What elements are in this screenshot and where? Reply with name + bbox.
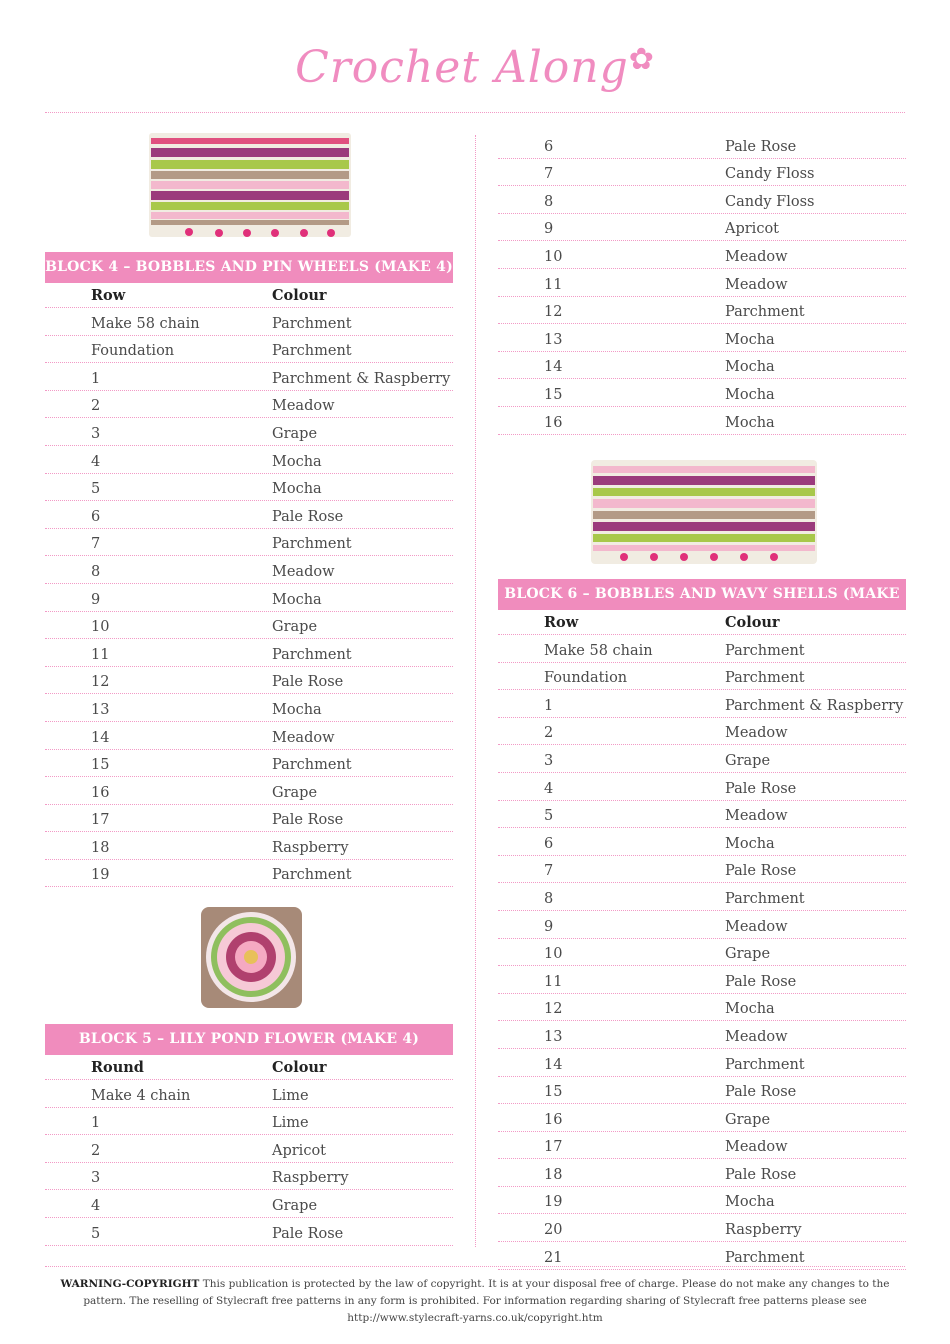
table-row bbox=[498, 352, 906, 380]
colour-cell: Mocha bbox=[272, 701, 322, 718]
colour-cell: Apricot bbox=[272, 1142, 326, 1159]
copyright-text: This publication is protected by the law of copyright. It is at your disposal free of charge. Please do not make any changes to the pattern. The reselling of Stylecraft free patterns in any form is prohibited. For information regarding sharing of Stylecraft free patterns please see http://www.stylecraft-yarns.co.uk/copyright.htm bbox=[83, 1278, 890, 1324]
block5-photo bbox=[199, 905, 304, 1010]
column-divider bbox=[475, 135, 476, 1247]
table-row bbox=[45, 336, 453, 364]
block6-table bbox=[498, 579, 906, 1270]
copyright-footer bbox=[40, 1276, 910, 1327]
row-cell: 9 bbox=[91, 591, 101, 608]
block6-photo bbox=[588, 456, 820, 568]
row-cell: 3 bbox=[544, 752, 554, 769]
row-cell: 16 bbox=[544, 414, 563, 431]
colour-cell: Parchment bbox=[725, 642, 805, 659]
colour-cell: Mocha bbox=[725, 1194, 775, 1211]
row-cell: 11 bbox=[544, 276, 563, 293]
table-row bbox=[45, 446, 453, 474]
copyright-label: WARNING-COPYRIGHT bbox=[60, 1278, 200, 1290]
table-row bbox=[498, 1021, 906, 1049]
row-cell: 15 bbox=[544, 386, 563, 403]
table-row bbox=[45, 529, 453, 557]
colour-cell: Meadow bbox=[725, 918, 788, 935]
row-cell: 7 bbox=[544, 863, 554, 880]
colour-cell: Candy Floss bbox=[725, 166, 815, 183]
colour-cell: Parchment bbox=[272, 757, 352, 774]
table-row bbox=[498, 214, 906, 242]
table-row bbox=[45, 1163, 453, 1191]
table-row bbox=[45, 805, 453, 833]
row-cell: 10 bbox=[544, 946, 563, 963]
table-row bbox=[498, 801, 906, 829]
table-row bbox=[45, 777, 453, 805]
colour-cell: Parchment bbox=[725, 670, 805, 687]
bottom-divider bbox=[45, 1266, 905, 1267]
table-row bbox=[498, 297, 906, 325]
block5-table bbox=[45, 1024, 453, 1246]
row-cell: 16 bbox=[544, 1111, 563, 1128]
row-cell: 14 bbox=[544, 359, 563, 376]
colour-cell: Parchment bbox=[725, 1056, 805, 1073]
colour-cell: Meadow bbox=[725, 276, 788, 293]
row-cell: 8 bbox=[544, 193, 554, 210]
table-row bbox=[498, 407, 906, 435]
table-row bbox=[45, 722, 453, 750]
table-row bbox=[498, 966, 906, 994]
colour-cell: Mocha bbox=[272, 453, 322, 470]
row-cell: 5 bbox=[91, 1225, 101, 1242]
row-cell: 7 bbox=[544, 166, 554, 183]
row-cell: 21 bbox=[544, 1249, 563, 1266]
row-cell: 11 bbox=[91, 646, 110, 663]
colour-cell: Mocha bbox=[725, 414, 775, 431]
table-row bbox=[498, 1049, 906, 1077]
colour-cell: Lime bbox=[272, 1115, 309, 1132]
row-cell: 12 bbox=[91, 674, 110, 691]
colour-cell: Grape bbox=[272, 784, 318, 801]
row-cell: 14 bbox=[91, 729, 110, 746]
table-row bbox=[498, 745, 906, 773]
row-cell: Foundation bbox=[544, 670, 628, 687]
table-row bbox=[498, 1132, 906, 1160]
colour-cell: Parchment bbox=[725, 304, 805, 321]
table-row bbox=[45, 501, 453, 529]
colour-cell: Pale Rose bbox=[725, 863, 797, 880]
colour-cell: Grape bbox=[272, 425, 318, 442]
row-cell: 4 bbox=[91, 1197, 101, 1214]
colour-cell: Meadow bbox=[725, 248, 788, 265]
colour-cell: Parchment bbox=[272, 536, 352, 553]
colour-cell: Pale Rose bbox=[272, 674, 344, 691]
table-row bbox=[45, 584, 453, 612]
block4-photo bbox=[147, 130, 353, 240]
row-cell: 14 bbox=[544, 1056, 563, 1073]
table-row bbox=[498, 911, 906, 939]
row-cell: 18 bbox=[91, 839, 110, 856]
row-cell: 2 bbox=[544, 725, 554, 742]
colour-cell: Pale Rose bbox=[272, 1225, 344, 1242]
row-cell: 20 bbox=[544, 1222, 563, 1239]
colour-cell: Pale Rose bbox=[725, 138, 797, 155]
row-cell: 7 bbox=[91, 536, 101, 553]
table-row bbox=[498, 269, 906, 297]
row-cell: 6 bbox=[544, 835, 554, 852]
table-row bbox=[498, 159, 906, 187]
table-row bbox=[498, 1187, 906, 1215]
colour-cell: Meadow bbox=[272, 729, 335, 746]
table-row bbox=[498, 131, 906, 159]
row-cell: 15 bbox=[544, 1084, 563, 1101]
row-cell: 1 bbox=[91, 1115, 101, 1132]
row-cell: 17 bbox=[544, 1139, 563, 1156]
row-cell: Foundation bbox=[91, 343, 175, 360]
row-cell: 2 bbox=[91, 1142, 101, 1159]
table-row bbox=[498, 718, 906, 746]
table-row bbox=[45, 1190, 453, 1218]
row-cell: 8 bbox=[544, 890, 554, 907]
colour-cell: Mocha bbox=[725, 331, 775, 348]
row-cell: 3 bbox=[91, 425, 101, 442]
colour-cell: Meadow bbox=[725, 725, 788, 742]
row-cell: Make 4 chain bbox=[91, 1087, 191, 1104]
table-row bbox=[498, 883, 906, 911]
table-row bbox=[45, 667, 453, 695]
row-cell: 13 bbox=[544, 1028, 563, 1045]
colour-cell: Parchment bbox=[272, 315, 352, 332]
row-cell: 11 bbox=[544, 973, 563, 990]
table-row bbox=[45, 308, 453, 336]
row-cell: 1 bbox=[91, 370, 101, 387]
top-divider bbox=[45, 112, 905, 113]
row-cell: 9 bbox=[544, 918, 554, 935]
table-row bbox=[45, 1108, 453, 1136]
table-row bbox=[45, 750, 453, 778]
row-cell: Make 58 chain bbox=[544, 642, 653, 659]
page-title bbox=[0, 42, 950, 93]
colour-cell: Meadow bbox=[272, 398, 335, 415]
colour-cell: Parchment bbox=[272, 867, 352, 884]
table-row bbox=[45, 860, 453, 888]
colour-cell: Pale Rose bbox=[725, 1084, 797, 1101]
colour-cell: Parchment bbox=[272, 646, 352, 663]
colour-cell: Mocha bbox=[272, 481, 322, 498]
row-cell: 8 bbox=[91, 563, 101, 580]
colour-cell: Grape bbox=[272, 619, 318, 636]
colour-cell: Pale Rose bbox=[272, 508, 344, 525]
table-row bbox=[498, 1104, 906, 1132]
colour-cell: Grape bbox=[725, 1111, 771, 1128]
colour-cell: Raspberry bbox=[272, 1170, 349, 1187]
colour-cell: Parchment bbox=[725, 890, 805, 907]
colour-cell: Pale Rose bbox=[725, 973, 797, 990]
colour-cell: Raspberry bbox=[272, 839, 349, 856]
colour-cell: Meadow bbox=[725, 808, 788, 825]
colour-cell: Lime bbox=[272, 1087, 309, 1104]
row-cell: 16 bbox=[91, 784, 110, 801]
table-row bbox=[498, 1159, 906, 1187]
table-row bbox=[45, 832, 453, 860]
table-row bbox=[498, 241, 906, 269]
table-row bbox=[45, 612, 453, 640]
row-cell: 5 bbox=[544, 808, 554, 825]
row-cell: 10 bbox=[544, 248, 563, 265]
colour-cell: Parchment & Raspberry bbox=[725, 697, 904, 714]
table-row bbox=[498, 186, 906, 214]
row-cell: 4 bbox=[91, 453, 101, 470]
row-cell: 2 bbox=[91, 398, 101, 415]
row-cell: 5 bbox=[91, 481, 101, 498]
row-cell: 12 bbox=[544, 304, 563, 321]
colour-cell: Grape bbox=[725, 946, 771, 963]
colour-cell: Mocha bbox=[725, 386, 775, 403]
table-row bbox=[45, 474, 453, 502]
table-row bbox=[498, 379, 906, 407]
colour-cell: Mocha bbox=[272, 591, 322, 608]
table-row bbox=[498, 690, 906, 718]
table-row bbox=[498, 939, 906, 967]
table-row bbox=[45, 391, 453, 419]
table-row bbox=[45, 1080, 453, 1108]
colour-cell: Parchment & Raspberry bbox=[272, 370, 451, 387]
table-row bbox=[45, 363, 453, 391]
table-row bbox=[45, 556, 453, 584]
colour-cell: Candy Floss bbox=[725, 193, 815, 210]
table-row bbox=[45, 418, 453, 446]
table-row bbox=[498, 773, 906, 801]
table-header-row: Round Colour bbox=[45, 1055, 453, 1080]
colour-cell: Grape bbox=[272, 1197, 318, 1214]
table-row bbox=[45, 694, 453, 722]
row-cell: 19 bbox=[91, 867, 110, 884]
row-cell: 6 bbox=[544, 138, 554, 155]
row-cell: 9 bbox=[544, 221, 554, 238]
continuation-table bbox=[498, 131, 906, 435]
table-header-row: Row Colour bbox=[498, 610, 906, 635]
flower-icon: ✿ bbox=[628, 42, 655, 77]
row-cell: 1 bbox=[544, 697, 554, 714]
row-cell: 19 bbox=[544, 1194, 563, 1211]
table-header-row: Row Colour bbox=[45, 283, 453, 308]
table-row bbox=[498, 1077, 906, 1105]
colour-cell: Pale Rose bbox=[725, 1166, 797, 1183]
row-cell: 12 bbox=[544, 1001, 563, 1018]
row-cell: 10 bbox=[91, 619, 110, 636]
table-row bbox=[498, 994, 906, 1022]
row-cell: 17 bbox=[91, 812, 110, 829]
table-row bbox=[498, 856, 906, 884]
table-row bbox=[45, 1218, 453, 1246]
colour-cell: Pale Rose bbox=[725, 780, 797, 797]
row-cell: Make 58 chain bbox=[91, 315, 200, 332]
table-row bbox=[498, 324, 906, 352]
block6-header: BLOCK 6 – BOBBLES AND WAVY SHELLS (MAKE 4) bbox=[498, 579, 906, 610]
row-cell: 4 bbox=[544, 780, 554, 797]
colour-cell: Mocha bbox=[725, 1001, 775, 1018]
table-row bbox=[498, 828, 906, 856]
colour-cell: Mocha bbox=[725, 359, 775, 376]
block4-table bbox=[45, 252, 453, 887]
table-row bbox=[498, 663, 906, 691]
colour-cell: Grape bbox=[725, 752, 771, 769]
colour-cell: Parchment bbox=[272, 343, 352, 360]
colour-cell: Pale Rose bbox=[272, 812, 344, 829]
colour-cell: Apricot bbox=[725, 221, 779, 238]
block4-header: BLOCK 4 – BOBBLES AND PIN WHEELS (MAKE 4) bbox=[45, 252, 453, 283]
colour-cell: Raspberry bbox=[725, 1222, 802, 1239]
table-row bbox=[45, 639, 453, 667]
table-row bbox=[45, 1135, 453, 1163]
colour-cell: Meadow bbox=[725, 1139, 788, 1156]
table-row bbox=[498, 1214, 906, 1242]
row-cell: 13 bbox=[544, 331, 563, 348]
row-cell: 3 bbox=[91, 1170, 101, 1187]
title-text: Crochet Along bbox=[295, 42, 629, 93]
row-cell: 6 bbox=[91, 508, 101, 525]
row-cell: 18 bbox=[544, 1166, 563, 1183]
row-cell: 15 bbox=[91, 757, 110, 774]
colour-cell: Mocha bbox=[725, 835, 775, 852]
colour-cell: Parchment bbox=[725, 1249, 805, 1266]
colour-cell: Meadow bbox=[272, 563, 335, 580]
row-cell: 13 bbox=[91, 701, 110, 718]
colour-cell: Meadow bbox=[725, 1028, 788, 1045]
block5-header: BLOCK 5 – LILY POND FLOWER (MAKE 4) bbox=[45, 1024, 453, 1055]
